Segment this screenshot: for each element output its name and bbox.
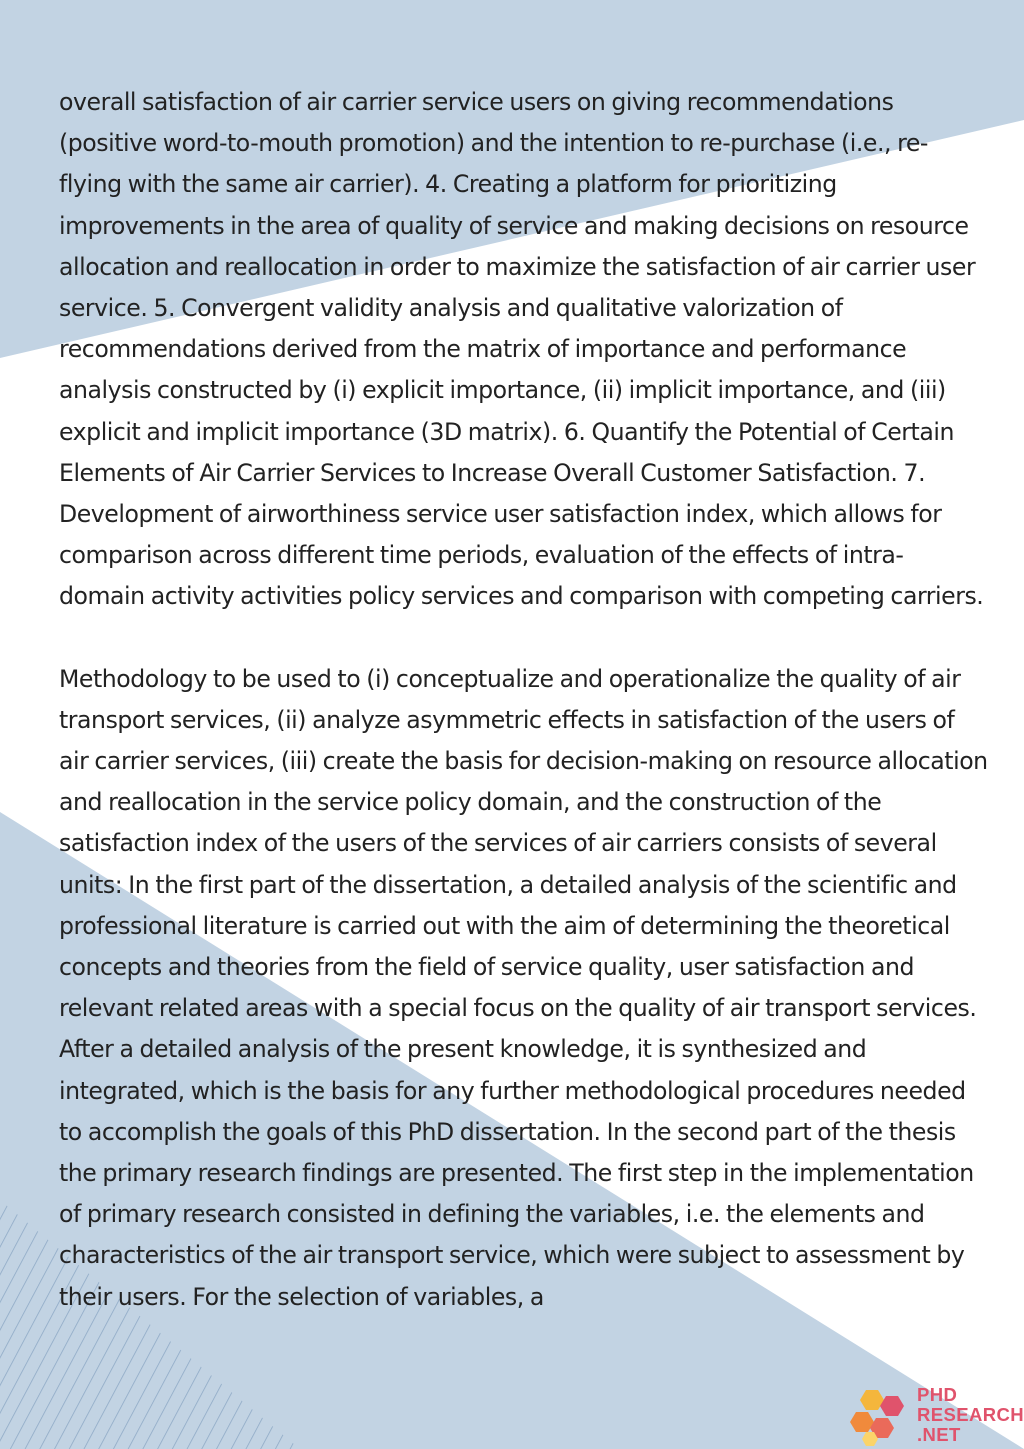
logo-line-net: .NET (917, 1424, 961, 1445)
phd-research-logo[interactable] (848, 1380, 1024, 1449)
hexagon-cluster-icon (848, 1382, 914, 1448)
logo-line-research: RESEARCH (917, 1404, 1024, 1425)
document-body (59, 82, 989, 1318)
logo-wordmark (917, 1385, 1024, 1445)
paragraph: overall satisfaction of air carrier service users on giving recommendations (positive word-to-mouth promotion) and the intention to re-purchase (i.e., re-flying with the same air carrier). 4. Creating a platform for prioritizing improvements in the area of quality of service and making decisions on resource allocation and reallocation in order to maximize the satisfaction of air carrier user service. 5. Convergent validity analysis and qualitative valorization of recommendations derived from the matrix of importance and performance analysis constructed by (i) explicit importance, (ii) implicit importance, and (iii) explicit and implicit importance (3D matrix). 6. Quantify the Potential of Certain Elements of Air Carrier Services to Increase Overall Customer Satisfaction. 7. Development of airworthiness service user satisfaction index, which allows for comparison across different time periods, evaluation of the effects of intra-domain activity activities policy services and comparison with competing carriers. (59, 88, 984, 611)
paragraph: Methodology to be used to (i) conceptualize and operationalize the quality of air transport services, (ii) analyze asymmetric effects in satisfaction of the users of air carrier services, (iii) create the basis for decision-making on resource allocation and reallocation in the service policy domain, and the construction of the satisfaction index of the users of the services of air carriers consists of several units: In the first part of the dissertation, a detailed analysis of the scientific and professional literature is carried out with the aim of determining the theoretical concepts and theories from the field of service quality, user satisfaction and relevant related areas with a special focus on the quality of air transport services. After a detailed analysis of the present knowledge, it is synthesized and integrated, which is the basis for any further methodological procedures needed to accomplish the goals of this PhD dissertation. In the second part of the thesis the primary research findings are presented. The first step in the implementation of primary research consisted in defining the variables, i.e. the elements and characteristics of the air transport service, which were subject to assessment by their users. For the selection of variables, a (59, 664, 988, 1311)
logo-line-phd: PHD (917, 1384, 958, 1405)
